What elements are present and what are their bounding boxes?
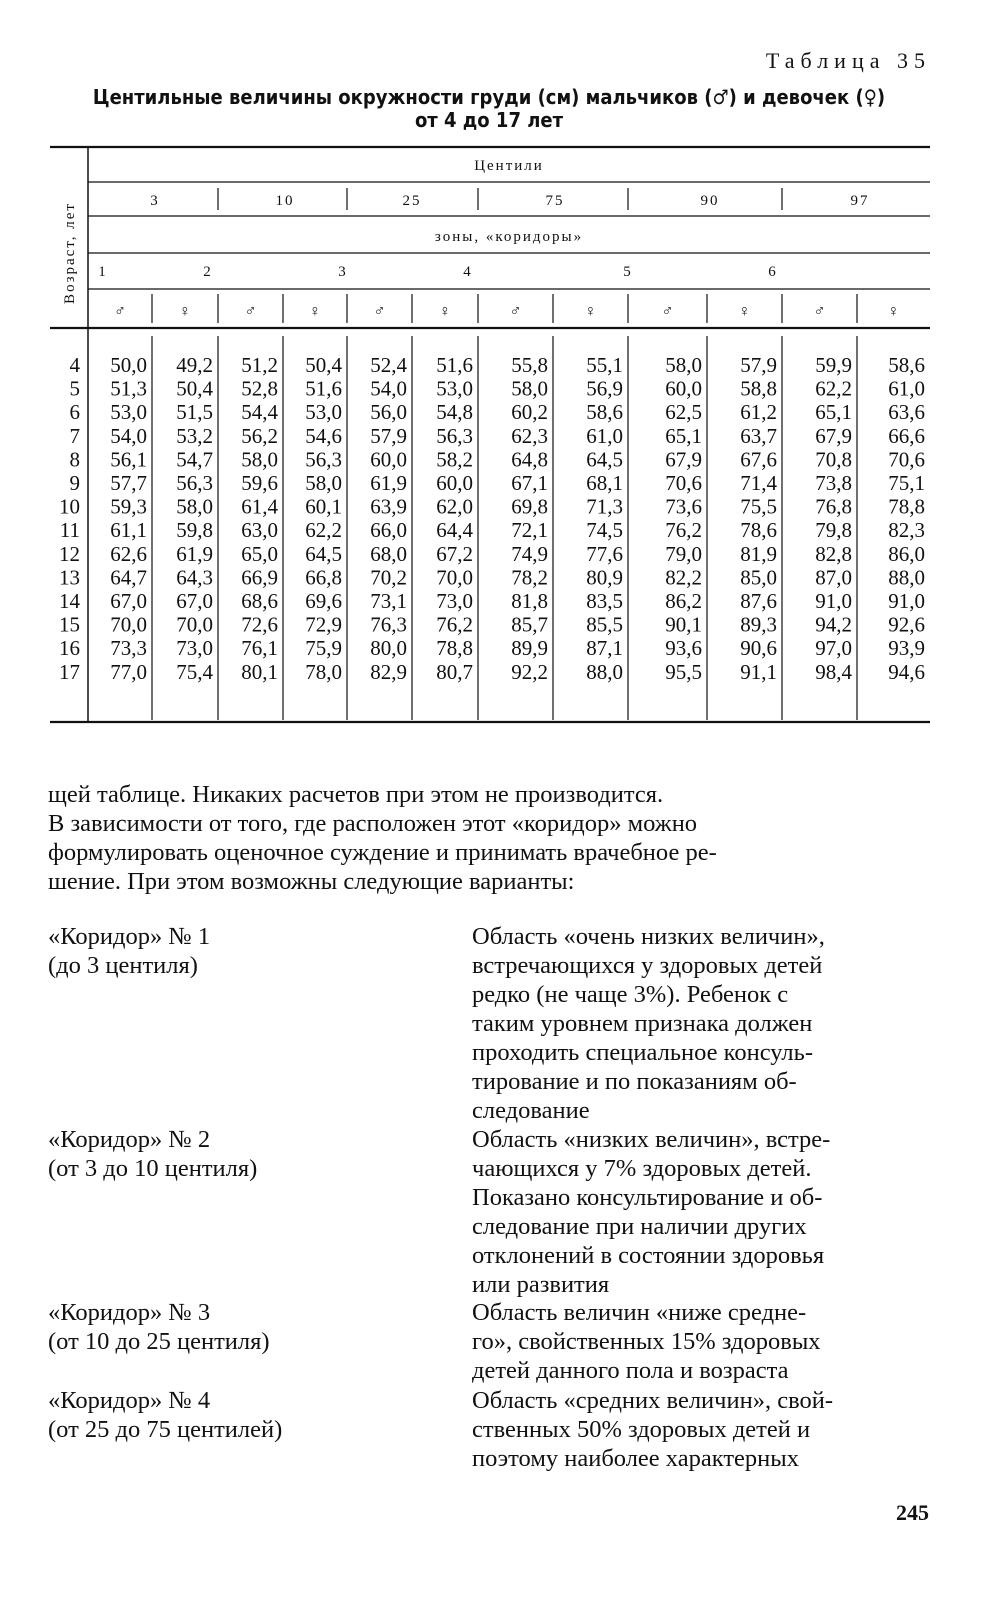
- table-cell: 51,5: [176, 400, 213, 425]
- centile-label: 10: [275, 193, 295, 209]
- table-cell: 75,5: [740, 494, 777, 519]
- paragraph-line: щей таблице. Никаких расчетов при этом не производится.: [48, 781, 664, 808]
- table-cell: 55,1: [586, 353, 623, 377]
- table-cell: 67,2: [436, 541, 473, 566]
- age-cell: 7: [69, 423, 80, 448]
- table-cell: 73,0: [436, 589, 473, 613]
- centile-label: 3: [150, 193, 160, 209]
- table-cell: 54,7: [176, 447, 213, 472]
- corridor-title: «Коридор» № 2: [48, 1126, 211, 1153]
- description-line: встречающихся у здоровых детей: [472, 952, 823, 979]
- table-cell: 62,6: [110, 541, 147, 566]
- table-cell: 60,1: [305, 494, 342, 519]
- table-cell: 68,6: [241, 589, 278, 613]
- table-cell: 81,8: [511, 589, 548, 613]
- age-cell: 17: [59, 659, 80, 684]
- corridor-title: «Коридор» № 4: [48, 1387, 211, 1414]
- table-title-line-1: Центильные величины окружности груди (см) мальчиков (♂) и девочек (♀): [92, 85, 886, 109]
- zone-label: 6: [768, 264, 778, 280]
- table-cell: 50,4: [305, 353, 342, 377]
- table-cell: 60,2: [511, 400, 548, 425]
- table-cell: 97,0: [815, 636, 852, 661]
- table-cell: 51,2: [241, 353, 278, 377]
- table-cell: 52,4: [370, 353, 407, 377]
- corridor-range: (от 25 до 75 центилей): [48, 1416, 283, 1443]
- table-cell: 76,1: [241, 636, 278, 661]
- table-cell: 76,3: [370, 612, 407, 637]
- table-cell: 62,3: [511, 423, 548, 448]
- table-cell: 76,2: [436, 612, 473, 637]
- table-cell: 91,1: [740, 659, 777, 684]
- table-cell: 57,9: [740, 353, 777, 377]
- table-cell: 56,3: [176, 471, 213, 495]
- table-cell: 58,8: [740, 376, 777, 401]
- table-cell: 80,0: [370, 636, 407, 661]
- body-paragraph: [48, 780, 930, 896]
- table-cell: 58,0: [665, 353, 702, 377]
- corridor-3-description: [472, 1298, 930, 1385]
- table-cell: 65,1: [665, 423, 702, 448]
- table-cell: 73,1: [370, 589, 407, 613]
- table-cell: 78,6: [740, 518, 777, 543]
- table-cell: 62,5: [665, 400, 702, 425]
- corridor-range: (до 3 центиля): [48, 952, 198, 979]
- table-cell: 70,0: [110, 612, 147, 637]
- table-cell: 81,9: [740, 541, 777, 566]
- centile-label: 97: [850, 193, 870, 209]
- table-cell: 59,8: [176, 518, 213, 543]
- table-cell: 59,6: [241, 471, 278, 495]
- table-cell: 76,2: [665, 518, 702, 543]
- table-cell: 82,2: [665, 565, 702, 590]
- table-cell: 65,0: [241, 541, 278, 566]
- table-cell: 54,8: [436, 400, 473, 425]
- description-line: Область «низких величин», встре-: [472, 1126, 831, 1153]
- table-cell: 76,8: [815, 494, 852, 519]
- age-cell: 6: [69, 400, 80, 425]
- age-cell: 5: [69, 376, 80, 401]
- corridor-1-description: [472, 922, 930, 1125]
- table-cell: 71,3: [586, 494, 623, 519]
- table-cell: 77,0: [110, 659, 147, 684]
- age-cell: 15: [59, 612, 80, 637]
- table-cell: 56,3: [436, 423, 473, 448]
- sex-symbol: ♂: [114, 303, 126, 320]
- table-cell: 77,6: [586, 541, 623, 566]
- table-cell: 68,1: [586, 471, 623, 495]
- table-cell: 92,2: [511, 659, 548, 684]
- description-line: таким уровнем признака должен: [472, 1010, 813, 1037]
- sex-symbol: ♂: [813, 303, 826, 320]
- table-cell: 60,0: [436, 471, 473, 495]
- table-cell: 78,0: [305, 659, 342, 684]
- table-cell: 90,6: [740, 636, 777, 661]
- table-cell: 88,0: [888, 565, 925, 590]
- table-cell: 74,9: [511, 541, 548, 566]
- description-line: Показано консультирование и об-: [472, 1184, 823, 1211]
- description-line: чающихся у 7% здоровых детей.: [472, 1155, 812, 1182]
- corridor-4-label: [48, 1386, 448, 1444]
- table-cell: 67,9: [815, 423, 852, 448]
- table-cell: 62,2: [305, 518, 342, 543]
- table-cell: 54,0: [110, 423, 147, 448]
- table-cell: 80,9: [586, 565, 623, 590]
- age-cell: 12: [59, 541, 80, 566]
- table-cell: 63,6: [888, 400, 925, 425]
- table-cell: 51,6: [436, 353, 473, 377]
- table-cell: 69,8: [511, 494, 548, 519]
- table-cell: 75,4: [176, 659, 213, 684]
- table-cell: 68,0: [370, 541, 407, 566]
- table-cell: 73,3: [110, 636, 147, 661]
- table-cell: 73,0: [176, 636, 213, 661]
- table-cell: 56,3: [305, 447, 342, 472]
- table-cell: 51,6: [305, 376, 342, 401]
- table-cell: 66,9: [241, 565, 278, 590]
- sex-symbol: ♂: [373, 303, 386, 320]
- table-cell: 61,0: [586, 423, 623, 448]
- description-line: проходить специальное консуль-: [472, 1039, 813, 1066]
- table-cell: 49,2: [176, 353, 213, 377]
- table-cell: 53,2: [176, 423, 213, 448]
- table-cell: 51,3: [110, 376, 147, 401]
- sex-symbol: ♀: [584, 303, 597, 320]
- table-cell: 82,8: [815, 541, 852, 566]
- description-line: Область «средних величин», свой-: [472, 1387, 833, 1414]
- table-cell: 66,0: [370, 518, 407, 543]
- table-cell: 70,0: [436, 565, 473, 590]
- table-cell: 71,4: [740, 471, 777, 495]
- sex-symbol: ♀: [738, 303, 751, 320]
- table-cell: 64,7: [110, 565, 147, 590]
- table-cell: 58,2: [436, 447, 473, 472]
- sex-symbol: ♀: [887, 303, 900, 320]
- table-cell: 61,4: [241, 494, 278, 519]
- table-cell: 66,6: [888, 423, 925, 448]
- age-cell: 11: [59, 518, 80, 543]
- table-cell: 73,6: [665, 494, 702, 519]
- table-cell: 58,0: [241, 447, 278, 472]
- table-cell: 54,6: [305, 423, 342, 448]
- centile-label: 25: [402, 193, 422, 209]
- centile-label: 90: [700, 193, 720, 209]
- sex-symbol: ♂: [509, 303, 522, 320]
- table-cell: 61,1: [110, 518, 147, 543]
- table-cell: 88,0: [586, 659, 623, 684]
- description-line: редко (не чаще 3%). Ребенок с: [472, 981, 789, 1008]
- table-cell: 94,2: [815, 612, 852, 637]
- paragraph-line: формулировать оценочное суждение и принимать врачебное ре-: [48, 839, 717, 866]
- age-cell: 13: [59, 565, 80, 590]
- table-cell: 64,5: [586, 447, 623, 472]
- table-cell: 82,9: [370, 659, 407, 684]
- corridor-title: «Коридор» № 1: [48, 923, 211, 950]
- table-cell: 74,5: [586, 518, 623, 543]
- corridor-4-description: [472, 1386, 930, 1473]
- description-line: детей данного пола и возраста: [472, 1357, 789, 1384]
- table-cell: 64,3: [176, 565, 213, 590]
- table-cell: 67,0: [110, 589, 147, 613]
- zone-label: 3: [338, 264, 348, 280]
- table-cell: 86,0: [888, 541, 925, 566]
- table-cell: 52,8: [241, 376, 278, 401]
- table-cell: 64,4: [436, 518, 473, 543]
- table-cell: 55,8: [511, 353, 548, 377]
- description-line: следование: [472, 1097, 590, 1124]
- corridor-3-label: [48, 1298, 448, 1356]
- table-cell: 63,7: [740, 423, 777, 448]
- table-cell: 80,1: [241, 659, 278, 684]
- table-cell: 67,0: [176, 589, 213, 613]
- zone-label: 4: [463, 264, 473, 280]
- table-cell: 60,0: [665, 376, 702, 401]
- table-cell: 63,0: [241, 518, 278, 543]
- centile-label: 75: [545, 193, 565, 209]
- sex-symbol: ♀: [309, 303, 321, 320]
- table-cell: 56,9: [586, 376, 623, 401]
- table-cell: 78,8: [436, 636, 473, 661]
- table-cell: 79,8: [815, 518, 852, 543]
- table-cell: 86,2: [665, 589, 702, 613]
- table-cell: 53,0: [110, 400, 147, 425]
- table-cell: 95,5: [665, 659, 702, 684]
- centile-table: [0, 0, 993, 740]
- table-cell: 59,3: [110, 494, 147, 519]
- sex-symbol: ♂: [244, 303, 257, 320]
- age-cell: 14: [59, 589, 80, 613]
- table-cell: 64,5: [305, 541, 342, 566]
- table-cell: 78,8: [888, 494, 925, 519]
- corridor-2-label: [48, 1125, 448, 1183]
- table-number-label: Таблица 35: [765, 48, 931, 73]
- table-cell: 57,7: [110, 471, 147, 495]
- zone-label: 5: [623, 264, 633, 280]
- table-cell: 70,2: [370, 565, 407, 590]
- paragraph-line: В зависимости от того, где расположен этот «коридор» можно: [48, 810, 698, 837]
- table-cell: 54,4: [241, 400, 278, 425]
- table-cell: 85,0: [740, 565, 777, 590]
- table-cell: 56,0: [370, 400, 407, 425]
- table-cell: 56,1: [110, 447, 147, 472]
- description-line: тирование и по показаниям об-: [472, 1068, 797, 1095]
- table-cell: 98,4: [815, 659, 852, 684]
- table-cell: 70,8: [815, 447, 852, 472]
- table-cell: 57,9: [370, 423, 407, 448]
- table-cell: 70,6: [665, 471, 702, 495]
- corridor-range: (от 3 до 10 центиля): [48, 1155, 258, 1182]
- table-cell: 58,0: [176, 494, 213, 519]
- corridor-title: «Коридор» № 3: [48, 1299, 211, 1326]
- table-cell: 50,0: [110, 353, 147, 377]
- table-cell: 53,0: [436, 376, 473, 401]
- table-cell: 85,7: [511, 612, 548, 637]
- age-cell: 4: [69, 353, 80, 377]
- paragraph-line: шение. При этом возможны следующие варианты:: [48, 868, 575, 895]
- description-line: го», свойственных 15% здоровых: [472, 1328, 821, 1355]
- table-cell: 56,2: [241, 423, 278, 448]
- description-line: Область величин «ниже средне-: [472, 1299, 807, 1326]
- table-cell: 67,9: [665, 447, 702, 472]
- table-cell: 53,0: [305, 400, 342, 425]
- table-cell: 63,9: [370, 494, 407, 519]
- table-cell: 92,6: [888, 612, 925, 637]
- age-cell: 16: [59, 636, 80, 661]
- zones-header: зоны, «коридоры»: [434, 229, 584, 245]
- table-cell: 70,6: [888, 447, 925, 472]
- table-cell: 58,0: [511, 376, 548, 401]
- table-cell: 67,6: [740, 447, 777, 472]
- description-line: ственных 50% здоровых детей и: [472, 1416, 811, 1443]
- age-cell: 10: [59, 494, 80, 519]
- page-number: 245: [896, 1500, 929, 1525]
- table-cell: 67,1: [511, 471, 548, 495]
- corridor-2-description: [472, 1125, 930, 1299]
- sex-symbol: ♀: [179, 303, 191, 320]
- corridor-range: (от 10 до 25 центиля): [48, 1328, 270, 1355]
- table-cell: 82,3: [888, 518, 925, 543]
- zone-label: 1: [98, 264, 108, 280]
- description-line: отклонений в состоянии здоровья: [472, 1242, 825, 1269]
- centiles-header: Центили: [474, 158, 544, 174]
- table-cell: 79,0: [665, 541, 702, 566]
- table-cell: 64,8: [511, 447, 548, 472]
- table-cell: 91,0: [815, 589, 852, 613]
- age-cell: 9: [69, 471, 80, 495]
- corridor-1-label: [48, 922, 448, 980]
- table-cell: 72,9: [305, 612, 342, 637]
- table-cell: 61,9: [370, 471, 407, 495]
- table-cell: 62,0: [436, 494, 473, 519]
- table-cell: 75,9: [305, 636, 342, 661]
- table-cell: 65,1: [815, 400, 852, 425]
- table-cell: 93,6: [665, 636, 702, 661]
- table-cell: 87,0: [815, 565, 852, 590]
- table-cell: 87,6: [740, 589, 777, 613]
- table-cell: 69,6: [305, 589, 342, 613]
- table-cell: 72,6: [241, 612, 278, 637]
- table-cell: 83,5: [586, 589, 623, 613]
- table-title-line-2: от 4 до 17 лет: [414, 108, 564, 132]
- table-cell: 73,8: [815, 471, 852, 495]
- description-line: Область «очень низких величин»,: [472, 923, 825, 950]
- table-cell: 61,2: [740, 400, 777, 425]
- table-cell: 62,2: [815, 376, 852, 401]
- table-cell: 94,6: [888, 659, 925, 684]
- table-cell: 61,0: [888, 376, 925, 401]
- table-cell: 72,1: [511, 518, 548, 543]
- table-cell: 59,9: [815, 353, 852, 377]
- description-line: или развития: [472, 1271, 610, 1298]
- table-cell: 54,0: [370, 376, 407, 401]
- table-cell: 58,6: [888, 353, 925, 377]
- table-cell: 61,9: [176, 541, 213, 566]
- table-cell: 89,9: [511, 636, 548, 661]
- age-cell: 8: [69, 447, 80, 472]
- table-cell: 70,0: [176, 612, 213, 637]
- sex-symbol: ♀: [439, 303, 451, 320]
- age-header: Возраст, лет: [62, 202, 78, 304]
- table-cell: 80,7: [436, 659, 473, 684]
- table-cell: 60,0: [370, 447, 407, 472]
- table-cell: 93,9: [888, 636, 925, 661]
- table-cell: 58,6: [586, 400, 623, 425]
- description-line: поэтому наиболее характерных: [472, 1445, 799, 1472]
- table-cell: 89,3: [740, 612, 777, 637]
- table-cell: 78,2: [511, 565, 548, 590]
- table-cell: 50,4: [176, 376, 213, 401]
- zone-label: 2: [203, 264, 213, 280]
- table-cell: 75,1: [888, 471, 925, 495]
- table-cell: 90,1: [665, 612, 702, 637]
- description-line: следование при наличии других: [472, 1213, 807, 1240]
- table-cell: 91,0: [888, 589, 925, 613]
- table-cell: 87,1: [586, 636, 623, 661]
- table-cell: 85,5: [586, 612, 623, 637]
- sex-symbol: ♂: [661, 303, 674, 320]
- table-cell: 66,8: [305, 565, 342, 590]
- table-cell: 58,0: [305, 471, 342, 495]
